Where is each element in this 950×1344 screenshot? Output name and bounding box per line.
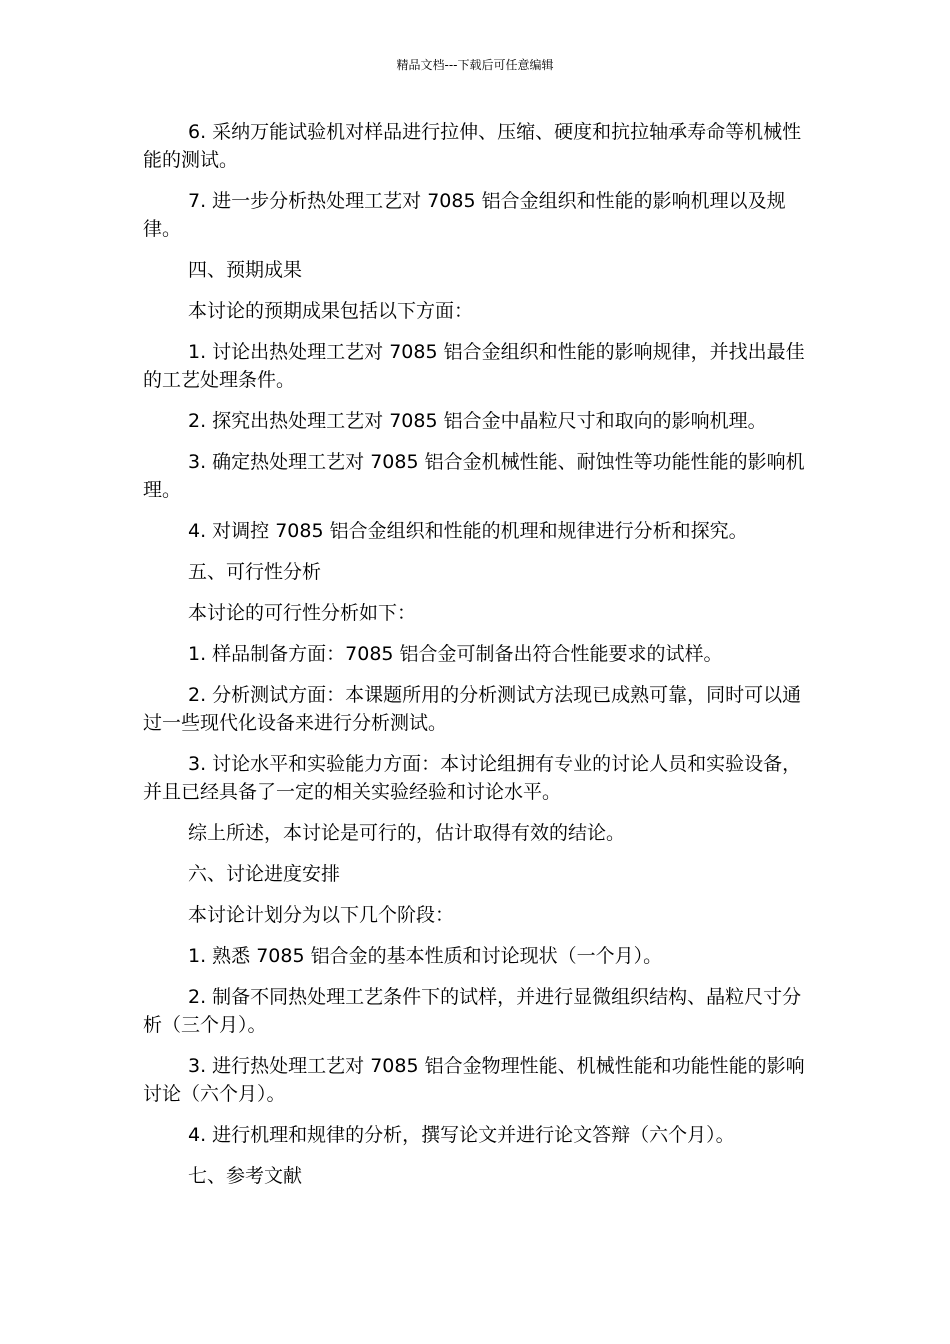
paragraph-15: 2. 制备不同热处理工艺条件下的试样，并进行显微组织结构、晶粒尺寸分析（三个月）。 bbox=[143, 986, 802, 1036]
paragraph-5: 2. 探究出热处理工艺对 7085 铝合金中晶粒尺寸和取向的影响机理。 bbox=[188, 410, 767, 432]
paragraph-7: 4. 对调控 7085 铝合金组织和性能的机理和规律进行分析和探究。 bbox=[188, 520, 748, 542]
paragraph-2: 7. 进一步分析热处理工艺对 7085 铝合金组织和性能的影响机理以及规律。 bbox=[143, 190, 786, 240]
section-heading-feasibility: 五、可行性分析 bbox=[188, 561, 322, 583]
paragraph-13: 本讨论计划分为以下几个阶段： bbox=[188, 904, 455, 926]
section-heading-schedule: 六、讨论进度安排 bbox=[188, 863, 341, 885]
section-heading-references: 七、参考文献 bbox=[188, 1165, 303, 1187]
paragraph-1: 6. 采纳万能试验机对样品进行拉伸、压缩、硬度和抗拉轴承寿命等机械性能的测试。 bbox=[143, 121, 802, 171]
paragraph-6: 3. 确定热处理工艺对 7085 铝合金机械性能、耐蚀性等功能性能的影响机理。 bbox=[143, 451, 805, 501]
paragraph-9: 1. 样品制备方面：7085 铝合金可制备出符合性能要求的试样。 bbox=[188, 643, 723, 665]
paragraph-4: 1. 讨论出热处理工艺对 7085 铝合金组织和性能的影响规律，并找出最佳的工艺处理条件。 bbox=[143, 341, 805, 391]
section-heading-expected-results: 四、预期成果 bbox=[188, 259, 303, 281]
document-body bbox=[143, 118, 811, 1203]
paragraph-16: 3. 进行热处理工艺对 7085 铝合金物理性能、机械性能和功能性能的影响讨论（六个月）。 bbox=[143, 1055, 805, 1105]
paragraph-10: 2. 分析测试方面：本课题所用的分析测试方法现已成熟可靠，同时可以通过一些现代化设备来进行分析测试。 bbox=[143, 684, 802, 734]
paragraph-3: 本讨论的预期成果包括以下方面： bbox=[188, 300, 474, 322]
paragraph-11: 3. 讨论水平和实验能力方面：本讨论组拥有专业的讨论人员和实验设备，并且已经具备了一定的相关实验经验和讨论水平。 bbox=[143, 753, 802, 803]
page-header: 精品文档---下载后可任意编辑 bbox=[396, 58, 554, 72]
paragraph-12: 综上所述，本讨论是可行的，估计取得有效的结论。 bbox=[188, 822, 626, 844]
paragraph-17: 4. 进行机理和规律的分析，撰写论文并进行论文答辩（六个月）。 bbox=[188, 1124, 735, 1146]
paragraph-8: 本讨论的可行性分析如下： bbox=[188, 602, 417, 624]
paragraph-14: 1. 熟悉 7085 铝合金的基本性质和讨论现状（一个月）。 bbox=[188, 945, 663, 967]
